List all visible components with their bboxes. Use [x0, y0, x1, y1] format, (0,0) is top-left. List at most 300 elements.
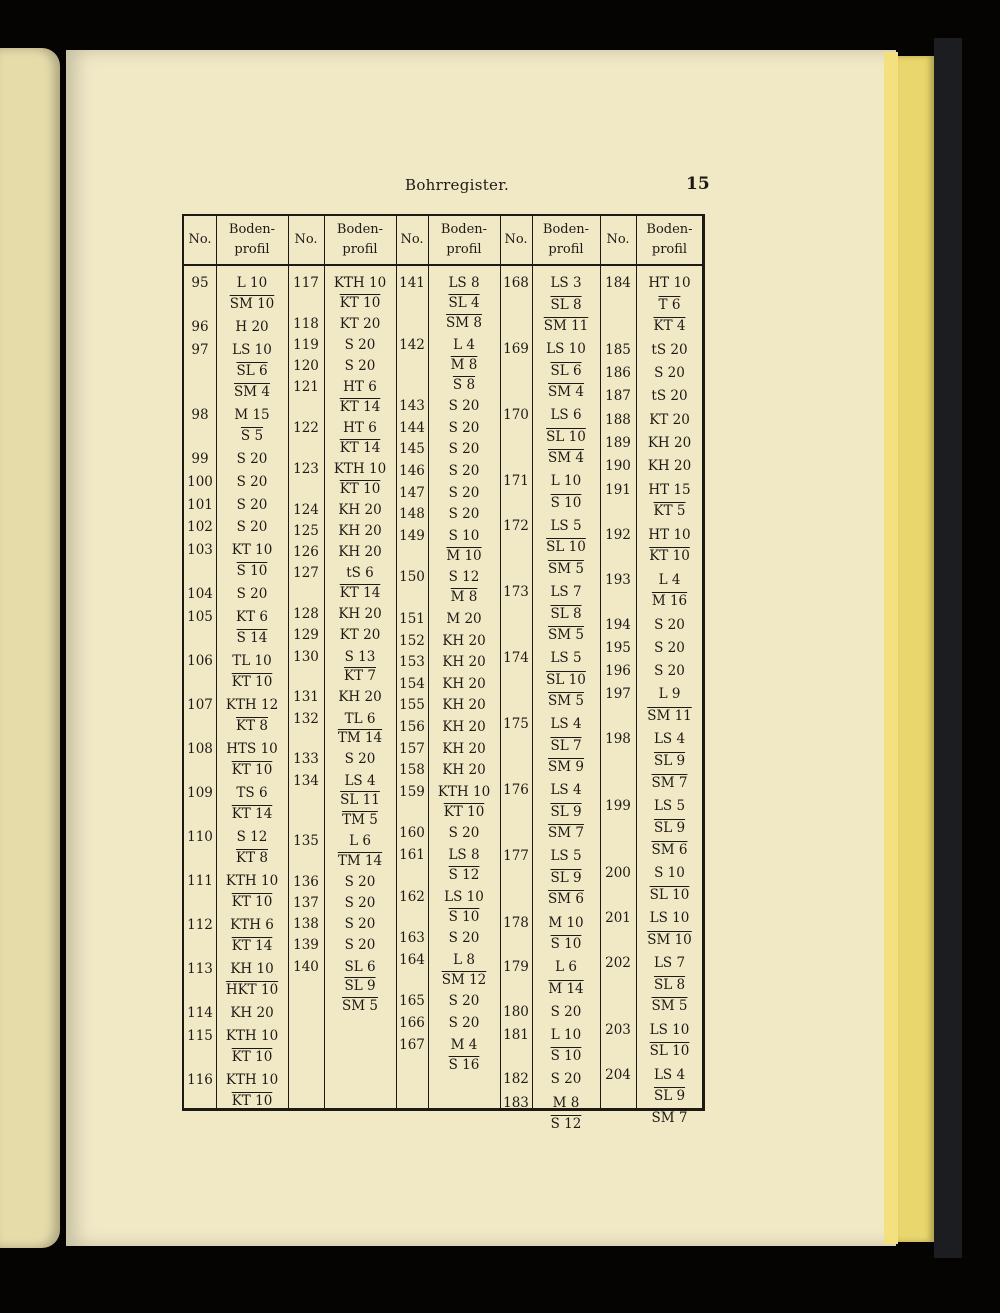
soil-profile-layer: SM 5 [651, 998, 688, 1015]
entry-number: 165 [399, 993, 425, 1010]
soil-profile-layer: S 10 [550, 494, 582, 511]
entry-number: 171 [503, 473, 529, 490]
entry-number: 134 [293, 772, 319, 789]
soil-profile-layer: KT 10 [231, 542, 273, 559]
soil-profile-layer: LS 4 [344, 772, 376, 789]
soil-profile-layer: S 20 [448, 419, 480, 436]
soil-profile-layer: TM 14 [337, 730, 383, 747]
soil-profile-layer: SM 5 [342, 997, 378, 1014]
soil-profile-layer: L 8 [453, 951, 475, 968]
book-cover [934, 38, 962, 1258]
entry-number: 189 [605, 434, 631, 451]
soil-profile-layer: TM 14 [337, 852, 383, 869]
header-line: profil [446, 242, 482, 257]
soil-profile-layer: KT 6 [236, 609, 268, 625]
soil-profile-layer: S 20 [236, 473, 268, 490]
column-header-no: No. [400, 232, 424, 247]
soil-profile-layer: KT 7 [344, 668, 376, 685]
entry-number: 187 [605, 388, 631, 405]
entry-number: 194 [605, 616, 631, 633]
column-header-profile [216, 220, 288, 260]
entry-number: 125 [293, 523, 319, 539]
entry-number: 198 [605, 731, 631, 748]
soil-profile-layer: LS 7 [550, 584, 582, 600]
soil-profile-layer: S 13 [344, 648, 376, 665]
soil-profile-layer: LS 7 [653, 954, 686, 971]
entry-number: 191 [605, 481, 631, 498]
entry-number: 162 [399, 888, 425, 905]
entry-number: 173 [503, 584, 529, 600]
entry-number: 156 [399, 719, 425, 735]
soil-profile-layer: S 20 [448, 506, 480, 523]
entry-number: 158 [399, 762, 425, 779]
soil-profile-layer: SL 10 [649, 886, 690, 903]
entry-number: 98 [191, 407, 209, 423]
entry-number: 148 [399, 506, 425, 523]
entry-number: 97 [191, 341, 209, 358]
entry-number: 174 [503, 650, 529, 667]
column-header-profile [428, 220, 500, 260]
soil-profile-layer: HKT 10 [225, 982, 279, 999]
soil-profile-layer: SL 9 [550, 803, 582, 820]
soil-profile-layer: S 20 [344, 937, 376, 954]
entry-number: 186 [605, 365, 631, 381]
page-number: 15 [686, 174, 710, 194]
soil-profile-layer: KT 20 [649, 411, 690, 428]
soil-profile-layer: KTH 12 [225, 697, 279, 713]
soil-profile-layer: HT 10 [648, 275, 691, 291]
soil-profile-layer: SL 9 [653, 819, 686, 836]
soil-profile-layer: LS 3 [550, 275, 582, 291]
soil-profile-layer: SM 6 [548, 891, 584, 908]
entry-number: 163 [399, 930, 425, 947]
soil-profile-layer: TL 6 [344, 710, 376, 727]
soil-profile-layer: S 20 [448, 930, 480, 947]
soil-profile-layer: SM 10 [647, 931, 692, 948]
soil-profile-layer: KTH 10 [225, 1071, 279, 1088]
soil-profile-layer: tS 20 [651, 341, 688, 358]
soil-profile-layer: S 10 [448, 527, 480, 544]
entry-number: 184 [605, 275, 631, 291]
soil-profile-layer: M 14 [548, 980, 584, 997]
soil-profile-layer: M 15 [234, 407, 270, 423]
soil-profile-layer: SM 7 [651, 1109, 688, 1126]
soil-profile-layer: SM 9 [548, 759, 584, 776]
soil-profile-layer: M 8 [450, 356, 478, 373]
header-rule [184, 264, 703, 266]
soil-profile-layer: KT 14 [231, 938, 273, 955]
entry-number: 119 [293, 337, 319, 353]
column-header-no: No. [188, 232, 212, 247]
soil-profile-layer: S 10 [236, 563, 268, 580]
entry-number: 112 [187, 917, 213, 933]
soil-profile-layer: S 20 [550, 1071, 582, 1088]
soil-profile-layer: SL 4 [448, 295, 480, 311]
soil-profile-layer: S 20 [448, 1015, 480, 1031]
soil-profile-layer: S 20 [236, 451, 268, 467]
soil-profile-layer: SM 8 [446, 315, 482, 331]
soil-profile-layer: M 4 [450, 1036, 478, 1053]
entry-number: 132 [293, 710, 319, 727]
soil-profile-layer: L 10 [550, 473, 582, 490]
soil-profile-layer: H 20 [235, 319, 269, 335]
entry-number: 143 [399, 398, 425, 415]
soil-profile-layer: S 20 [236, 519, 268, 536]
soil-profile-layer: KT 14 [339, 439, 381, 456]
soil-profile-layer: S 14 [236, 630, 268, 647]
soil-profile-layer: TM 5 [342, 811, 378, 828]
header-line: Boden- [646, 222, 693, 237]
soil-profile-layer: SM 7 [651, 774, 688, 791]
soil-profile-layer: KTH 10 [333, 461, 387, 477]
soil-profile-layer: KT 10 [231, 762, 273, 779]
soil-profile-layer: LS 4 [653, 1066, 686, 1083]
entry-number: 203 [605, 1021, 631, 1038]
entry-number: 111 [187, 873, 213, 889]
soil-profile-layer: LS 10 [232, 341, 272, 358]
soil-profile-layer: TS 6 [236, 785, 268, 801]
soil-profile-layer: KT 20 [339, 627, 381, 644]
soil-profile-layer: tS 6 [346, 565, 374, 582]
entry-number: 135 [293, 833, 319, 849]
entry-number: 149 [399, 527, 425, 544]
soil-profile-layer: SL 7 [550, 737, 582, 754]
soil-profile-layer: SL 10 [649, 1043, 690, 1060]
entry-number: 104 [187, 586, 213, 603]
entry-number: 136 [293, 873, 319, 890]
soil-profile-layer: KT 10 [231, 894, 273, 911]
header-line: profil [234, 242, 270, 257]
soil-profile-layer: KT 14 [339, 585, 381, 601]
soil-profile-layer: SL 6 [236, 363, 268, 379]
column-header-no: No. [504, 232, 528, 247]
header-line: Boden- [440, 222, 488, 237]
soil-profile-layer: KH 20 [442, 762, 486, 779]
soil-profile-layer: KT 10 [443, 803, 485, 820]
soil-profile-layer: SL 8 [550, 605, 582, 622]
header-line: Boden- [542, 222, 590, 237]
soil-profile-layer: S 12 [236, 829, 268, 845]
column-header-no: No. [606, 232, 630, 247]
soil-profile-layer: L 9 [658, 686, 681, 703]
soil-profile-layer: KTH 10 [225, 1027, 279, 1044]
soil-profile-layer: LS 5 [550, 650, 582, 667]
soil-profile-layer: KH 20 [647, 434, 692, 451]
soil-profile-layer: SL 10 [546, 539, 586, 556]
entry-number: 138 [293, 916, 319, 933]
entry-number: 129 [293, 627, 319, 644]
soil-profile-layer: SM 5 [548, 627, 584, 643]
entry-number: 195 [605, 639, 631, 656]
page-edges [884, 52, 898, 1244]
entry-number: 154 [399, 675, 425, 692]
soil-profile-layer: KTH 10 [225, 873, 279, 889]
entry-number: 122 [293, 420, 319, 437]
soil-profile-layer: KH 20 [442, 719, 486, 735]
soil-profile-layer: S 10 [550, 1048, 582, 1065]
soil-profile-layer: T 6 [658, 296, 681, 313]
soil-profile-layer: KTH 6 [230, 917, 274, 933]
page-edges-outer [898, 56, 934, 1242]
soil-profile-layer: LS 6 [550, 407, 582, 424]
entry-number: 175 [503, 716, 529, 733]
entry-number: 188 [605, 411, 631, 428]
entry-number: 139 [293, 937, 319, 954]
soil-profile-layer: S 20 [448, 441, 480, 458]
soil-profile-layer: LS 5 [653, 798, 686, 815]
soil-profile-layer: L 4 [453, 336, 475, 353]
soil-profile-layer: SL 10 [546, 671, 586, 688]
soil-profile-layer: SM 11 [543, 318, 589, 334]
soil-profile-layer: SM 7 [548, 825, 584, 842]
entry-number: 106 [187, 653, 213, 669]
entry-number: 120 [293, 358, 319, 375]
entry-number: 96 [191, 319, 209, 335]
soil-profile-layer: M 10 [446, 547, 482, 564]
soil-profile-layer: S 20 [654, 616, 685, 633]
entry-number: 153 [399, 654, 425, 671]
soil-profile-layer: L 6 [349, 833, 371, 849]
entry-number: 100 [187, 473, 213, 490]
soil-profile-layer: TL 10 [232, 653, 272, 669]
soil-profile-layer: HTS 10 [226, 741, 278, 757]
soil-profile-layer: S 12 [448, 867, 480, 883]
soil-profile-layer: L 4 [658, 571, 681, 588]
entry-number: 151 [399, 611, 425, 627]
soil-profile-layer: KH 20 [338, 501, 382, 518]
soil-profile-layer: S 20 [236, 496, 268, 513]
entry-number: 180 [503, 1003, 529, 1020]
soil-profile-layer: KTH 10 [437, 783, 491, 800]
soil-profile-layer: SL 9 [653, 753, 686, 770]
entry-number: 121 [293, 379, 319, 396]
soil-profile-layer: S 8 [452, 376, 476, 393]
soil-profile-layer: KT 10 [231, 1049, 273, 1065]
soil-profile-layer: SM 4 [548, 384, 584, 401]
entry-number: 123 [293, 461, 319, 477]
soil-profile-layer: SM 4 [234, 384, 270, 401]
soil-profile-layer: KH 20 [442, 654, 486, 671]
entry-number: 103 [187, 542, 213, 559]
soil-profile-layer: SL 9 [344, 978, 376, 995]
entry-number: 133 [293, 751, 319, 768]
soil-profile-layer: S 20 [344, 916, 376, 933]
soil-profile-layer: SL 9 [550, 869, 582, 886]
soil-profile-layer: S 20 [236, 586, 268, 603]
soil-profile-layer: KH 10 [230, 961, 274, 977]
soil-profile-layer: KT 14 [231, 806, 273, 823]
soil-profile-layer: SL 8 [653, 976, 686, 993]
soil-profile-layer: KH 20 [230, 1005, 274, 1021]
soil-profile-layer: KT 10 [231, 674, 273, 691]
soil-profile-layer: KT 20 [339, 315, 381, 332]
entry-number: 204 [605, 1066, 631, 1083]
soil-profile-layer: HT 10 [648, 526, 691, 543]
entry-number: 169 [503, 341, 529, 358]
soil-profile-layer: S 20 [448, 484, 480, 501]
entry-number: 140 [293, 958, 319, 975]
entry-number: 164 [399, 951, 425, 968]
entry-number: 176 [503, 782, 529, 799]
soil-profile-layer: KH 20 [647, 458, 692, 475]
soil-profile-layer: SL 11 [340, 792, 380, 809]
entry-number: 144 [399, 419, 425, 436]
soil-profile-layer: M 20 [446, 611, 482, 627]
entry-number: 99 [191, 451, 209, 467]
soil-profile-layer: S 20 [448, 825, 480, 842]
soil-profile-layer: KH 20 [338, 544, 382, 561]
entry-number: 196 [605, 663, 631, 680]
header-line: Boden- [336, 222, 384, 237]
entry-number: 190 [605, 458, 631, 475]
entry-number: 146 [399, 463, 425, 479]
soil-profile-layer: LS 4 [653, 731, 686, 748]
entry-number: 130 [293, 648, 319, 665]
soil-profile-layer: M 8 [450, 589, 478, 606]
column-header-profile [636, 220, 703, 260]
soil-profile-layer: L 10 [236, 275, 268, 291]
entry-number: 126 [293, 544, 319, 561]
soil-profile-layer: LS 5 [550, 848, 582, 865]
entry-number: 105 [187, 609, 213, 625]
entry-number: 159 [399, 783, 425, 800]
soil-profile-layer: S 20 [344, 337, 376, 353]
soil-profile-layer: SL 10 [546, 428, 586, 445]
soil-profile-layer: S 20 [344, 751, 376, 768]
header-line: profil [342, 242, 378, 257]
soil-profile-layer: KT 10 [649, 548, 690, 565]
entry-number: 131 [293, 689, 319, 706]
column-header-no: No. [294, 232, 318, 247]
soil-profile-layer: LS 4 [550, 782, 582, 799]
soil-profile-layer: SM 4 [548, 450, 584, 467]
soil-profile-layer: KT 8 [236, 718, 268, 735]
soil-profile-layer: M 8 [552, 1094, 580, 1111]
entry-number: 202 [605, 954, 631, 971]
soil-profile-layer: L 6 [555, 959, 577, 976]
entry-number: 182 [503, 1071, 529, 1088]
soil-profile-layer: S 20 [448, 398, 480, 415]
soil-profile-layer: KT 10 [231, 1093, 273, 1109]
soil-profile-layer: LS 10 [649, 1021, 690, 1038]
entry-number: 113 [187, 961, 213, 977]
column-header-profile [324, 220, 396, 260]
soil-profile-layer: LS 10 [546, 341, 586, 358]
soil-profile-layer: HT 6 [343, 379, 377, 396]
entry-number: 117 [293, 275, 319, 291]
soil-profile-layer: L 10 [550, 1026, 582, 1043]
entry-number: 157 [399, 740, 425, 757]
soil-profile-layer: S 16 [448, 1056, 480, 1073]
entry-number: 201 [605, 909, 631, 926]
soil-profile-layer: SM 11 [647, 708, 692, 725]
entry-number: 118 [293, 315, 319, 332]
soil-profile-layer: HT 6 [343, 420, 377, 437]
soil-profile-layer: tS 20 [651, 388, 688, 405]
soil-profile-layer: M 10 [548, 914, 584, 931]
entry-number: 127 [293, 565, 319, 582]
soil-profile-layer: S 12 [448, 569, 480, 586]
soil-profile-layer: S 20 [654, 365, 685, 381]
soil-profile-layer: KH 20 [442, 740, 486, 757]
soil-profile-layer: KT 14 [339, 399, 381, 415]
soil-profile-layer: SM 10 [229, 296, 275, 313]
soil-profile-layer: LS 4 [550, 716, 582, 733]
soil-profile-layer: KT 10 [339, 294, 381, 311]
entry-number: 172 [503, 517, 529, 534]
soil-profile-layer: KT 10 [339, 480, 381, 497]
soil-profile-layer: M 16 [651, 593, 688, 610]
soil-profile-layer: SM 5 [548, 693, 584, 710]
entry-number: 193 [605, 571, 631, 588]
entry-number: 109 [187, 785, 213, 801]
header-line: profil [651, 242, 688, 257]
entry-number: 179 [503, 959, 529, 976]
soil-profile-layer: SL 6 [550, 362, 582, 379]
soil-profile-layer: LS 8 [448, 275, 480, 291]
soil-profile-layer: KH 20 [442, 675, 486, 692]
soil-profile-layer: SM 5 [548, 560, 584, 577]
entry-number: 137 [293, 895, 319, 911]
entry-number: 110 [187, 829, 213, 845]
entry-number: 128 [293, 606, 319, 623]
soil-profile-layer: KH 20 [338, 523, 382, 539]
soil-profile-layer: S 20 [344, 873, 376, 890]
header-line: Boden- [228, 222, 276, 237]
soil-profile-layer: SL 6 [344, 958, 376, 975]
soil-profile-layer: SL 8 [550, 296, 582, 313]
soil-profile-layer: KH 20 [442, 697, 486, 714]
entry-number: 124 [293, 501, 319, 518]
entry-number: 166 [399, 1015, 425, 1031]
entry-number: 197 [605, 686, 631, 703]
soil-profile-layer: S 12 [550, 1116, 582, 1132]
soil-profile-layer: SM 6 [651, 841, 688, 858]
soil-profile-layer: S 10 [448, 908, 480, 925]
entry-number: 161 [399, 847, 425, 863]
entry-number: 178 [503, 914, 529, 931]
entry-number: 108 [187, 741, 213, 757]
soil-profile-layer: SL 9 [653, 1088, 686, 1105]
entry-number: 107 [187, 697, 213, 713]
header-line: profil [548, 242, 584, 257]
entry-number: 95 [191, 275, 209, 291]
entry-number: 199 [605, 798, 631, 815]
soil-profile-layer: KH 20 [442, 632, 486, 649]
entry-number: 167 [399, 1036, 425, 1053]
entry-number: 185 [605, 341, 631, 358]
entry-number: 192 [605, 526, 631, 543]
soil-profile-layer: KT 4 [653, 318, 686, 335]
entry-number: 116 [187, 1071, 213, 1088]
soil-profile-layer: S 20 [654, 663, 685, 680]
entry-number: 160 [399, 825, 425, 842]
soil-profile-layer: LS 8 [448, 847, 480, 863]
soil-profile-layer: S 10 [654, 864, 685, 881]
soil-profile-layer: KH 20 [338, 606, 382, 623]
entry-number: 147 [399, 484, 425, 501]
entry-number: 152 [399, 632, 425, 649]
entry-number: 181 [503, 1026, 529, 1043]
soil-profile-layer: LS 10 [649, 909, 690, 926]
soil-profile-layer: S 20 [448, 463, 480, 479]
entry-number: 170 [503, 407, 529, 424]
entry-number: 150 [399, 569, 425, 586]
running-head: Bohrregister. [405, 176, 510, 194]
entry-number: 200 [605, 864, 631, 881]
soil-profile-layer: S 20 [344, 895, 376, 911]
entry-number: 115 [187, 1027, 213, 1044]
